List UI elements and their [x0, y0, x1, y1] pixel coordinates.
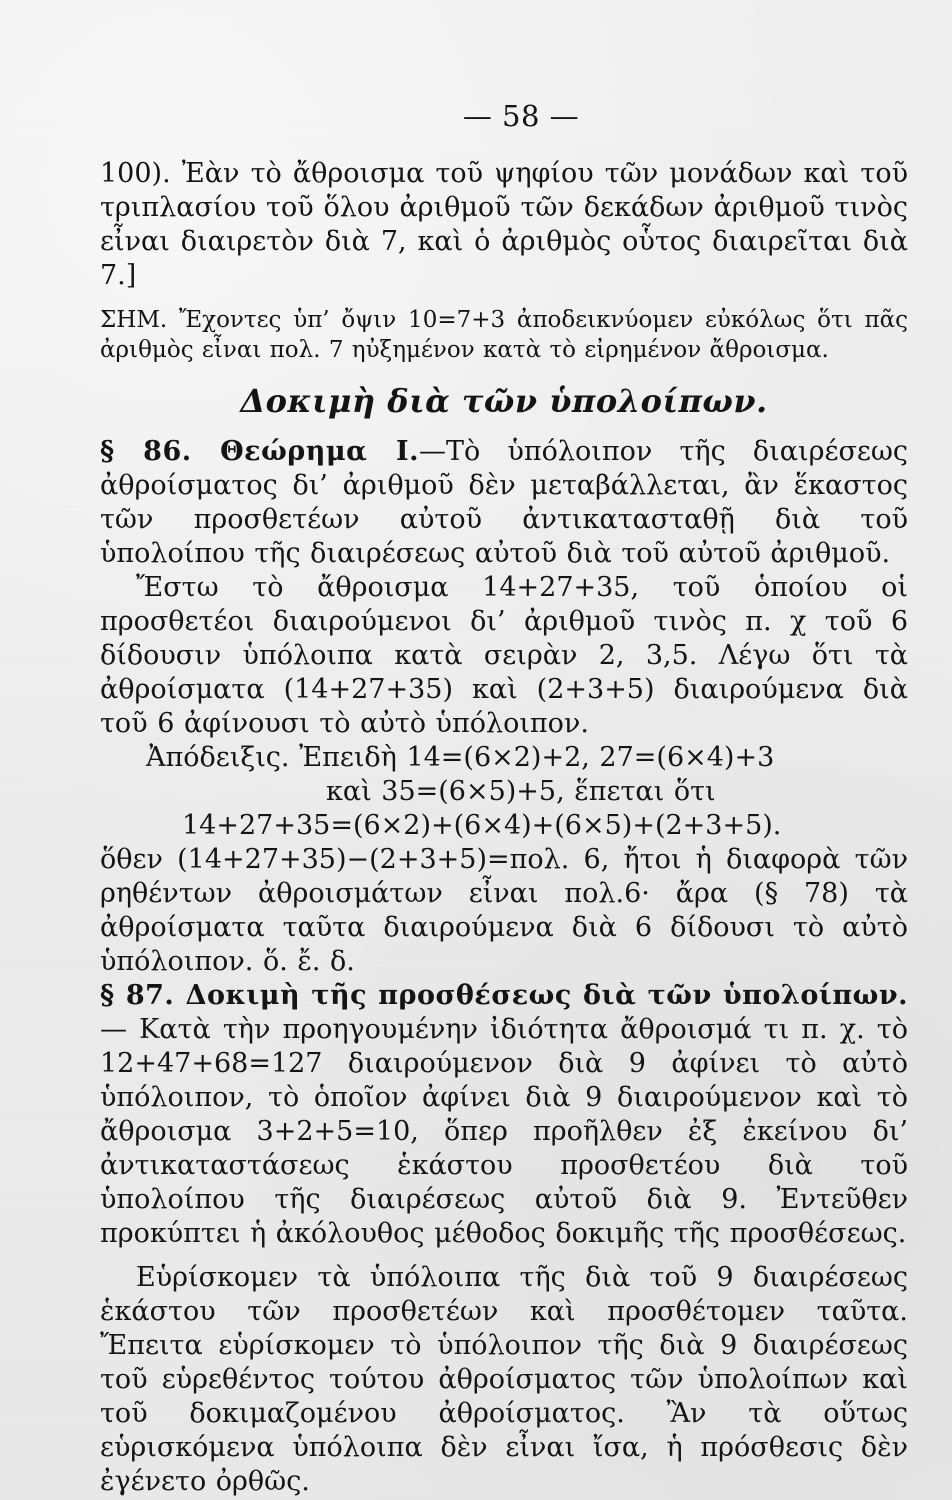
page-number: — 58 — [462, 99, 580, 133]
page-content [100, 99, 909, 1499]
section-87-label: § 87. Δοκιμὴ τῆς προσθέσεως διὰ τῶν ὑπολοίπων. [100, 980, 908, 1011]
spacer [100, 293, 908, 299]
section-87-paragraph [100, 979, 908, 1251]
section-heading: Δοκιμὴ διὰ τῶν ὑπολοίπων. [240, 382, 768, 420]
note-paragraph: ΣΗΜ. Ἔχοντες ὑπ’ ὄψιν 10=7+3 ἀποδεικνύομεν εὐκόλως ὅτι πᾶς ἀριθμὸς εἶναι πολ. 7 ηὐξημένον κατὰ τὸ εἰρημένον ἄθροισμα. [100, 307, 908, 363]
method-paragraph: Εὑρίσκομεν τὰ ὑπόλοιπα τῆς διὰ τοῦ 9 διαιρέσεως ἑκάστου τῶν προσθετέων καὶ προσθέτομεν ταῦτα. Ἔπειτα εὑρίσκομεν τὸ ὑπόλοιπον τῆς διὰ 9 διαιρέσεως τοῦ εὑρεθέντος τούτου ἀθροίσματος τῶν ὑπολοίπων καὶ τοῦ δοκιμαζομένου ἀθροίσματος. Ἂν τὰ οὕτως εὑρισκόμενα ὑπόλοιπα δὲν εἶναι ἴσα, ἡ πρόσθεσις δὲν ἐγένετο ὀρθῶς. [100, 1262, 908, 1497]
proof-conclusion: ὅθεν (14+27+35)−(2+3+5)=πολ. 6, ἤτοι ἡ διαφορὰ τῶν ρηθέντων ἀθροισμάτων εἶναι πολ.6· ἄρα (§ 78) τὰ ἀθροίσματα ταῦτα διαιρούμενα διὰ 6 δίδουσι τὸ αὐτὸ ὑπόλοιπον. ὅ. ἔ. δ. [100, 844, 908, 977]
theorem-paragraph [100, 435, 908, 571]
spacer [100, 1251, 908, 1261]
proof-line-2: καὶ 35=(6×5)+5, ἕπεται ὅτι [326, 776, 716, 807]
proof-line-3: 14+27+35=(6×2)+(6×4)+(6×5)+(2+3+5). [182, 810, 782, 841]
theorem-label: § 86. Θεώρημα I. [100, 436, 419, 467]
proof-line-1: Ἀπόδειξις. Ἐπειδὴ 14=(6×2)+2, 27=(6×4)+3 [146, 742, 775, 773]
paragraph-100: 100). Ἐὰν τὸ ἄθροισμα τοῦ ψηφίου τῶν μονάδων καὶ τοῦ τριπλασίου τοῦ ὅλου ἀριθμοῦ τῶν δεκάδων ἀριθμοῦ τινὸς εἶναι διαιρετὸν διὰ 7, καὶ ὁ ἀριθμὸς οὗτος διαιρεῖται διὰ 7.] [100, 158, 908, 291]
example-paragraph: Ἔστω τὸ ἄθροισμα 14+27+35, τοῦ ὁποίου οἱ προσθετέοι διαιρούμενοι δι’ ἀριθμοῦ τινὸς π. χ τοῦ 6 δίδουσιν ὑπόλοιπα κατὰ σειρὰν 2, 3,5. Λέγω ὅτι τὰ ἀθροίσματα (14+27+35) καὶ (2+3+5) διαιρούμενα διὰ τοῦ 6 ἀφίνουσι τὸ αὐτὸ ὑπόλοιπον. [100, 572, 908, 739]
theorem-body: —Τὸ ὑπόλοιπον τῆς διαιρέσεως ἀθροίσματος δι’ ἀριθμοῦ δὲν μεταβάλλεται, ἂν ἕκαστος τῶν προσθετέων αὐτοῦ ἀντικατασταθῇ διὰ τοῦ ὑπολοίπου τῆς διαιρέσεως αὐτοῦ διὰ τοῦ αὐτοῦ ἀριθμοῦ. [100, 436, 909, 569]
section-87-body: — Κατὰ τὴν προηγουμένην ἰδιότητα ἄθροισμά τι π. χ. τὸ 12+47+68=127 διαιρούμενον διὰ 9 ἀφίνει τὸ αὐτὸ ὑπόλοιπον, τὸ ὁποῖον ἀφίνει διὰ 9 διαιρούμενον καὶ τὸ ἄθροισμα 3+2+5=10, ὅπερ προῆλθεν ἐξ ἐκείνου δι’ ἀντικαταστάσεως ἑκάστου προσθετέου διὰ τοῦ ὑπολοίπου τῆς διαιρέσεως αὐτοῦ διὰ 9. Ἐντεῦθεν προκύπτει ἡ ἀκόλουθος μέθοδος δοκιμῆς τῆς προσθέσεως. [100, 1014, 908, 1249]
